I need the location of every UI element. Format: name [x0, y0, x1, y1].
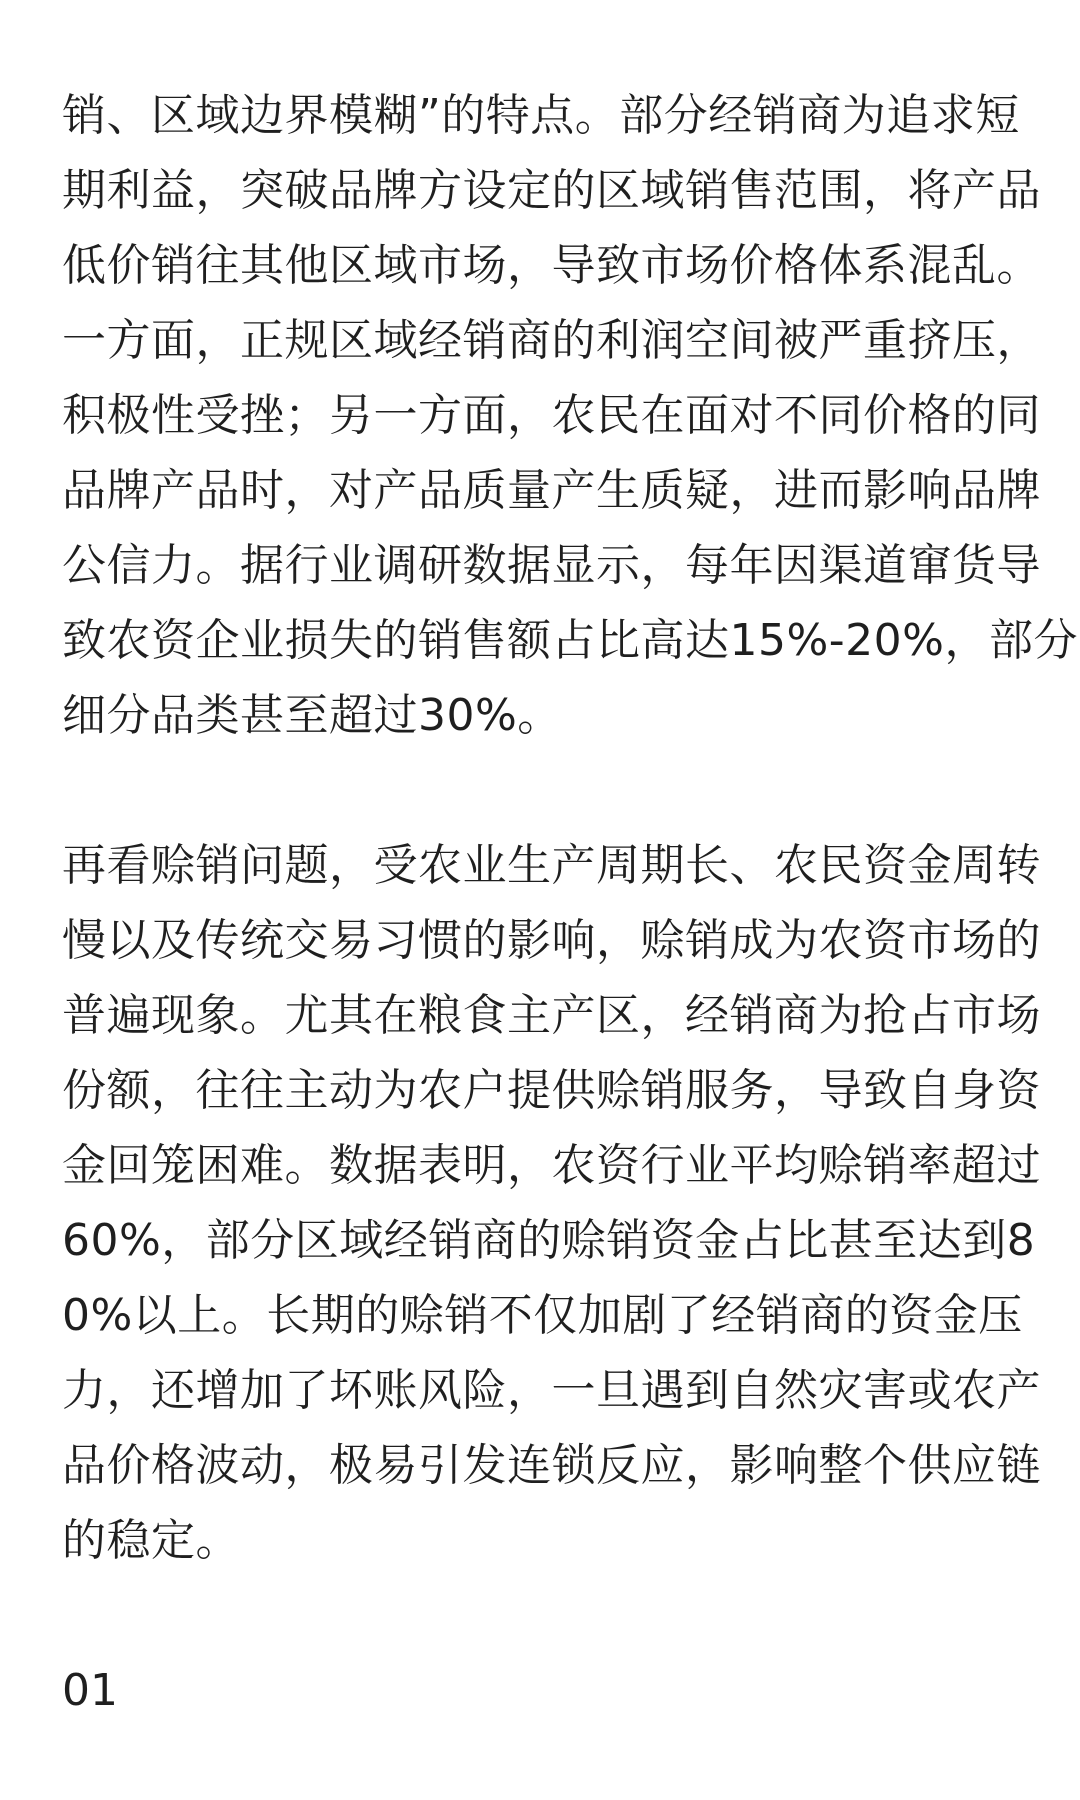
text-line: 0%以上。长期的赊销不仅加剧了经销商的资金压 [62, 1290, 1023, 1341]
text-line: 期利益，突破品牌方设定的区域销售范围，将产品 [62, 165, 1041, 216]
text-line: 份额，往往主动为农户提供赊销服务，导致自身资 [62, 1065, 1041, 1116]
text-line: 力，还增加了坏账风险，一旦遇到自然灾害或农产 [62, 1365, 1041, 1416]
text-line: 普遍现象。尤其在粮食主产区，经销商为抢占市场 [62, 990, 1041, 1041]
text-line: 品牌产品时，对产品质量产生质疑，进而影响品牌 [62, 465, 1041, 516]
text-line: 的稳定。 [62, 1515, 240, 1566]
paragraph-credit-sales [62, 828, 1041, 1578]
text-line: 金回笼困难。数据表明，农资行业平均赊销率超过 [62, 1140, 1041, 1191]
text-line: 再看赊销问题，受农业生产周期长、农民资金周转 [62, 840, 1041, 891]
article-body [62, 78, 1078, 1728]
text-line: 品价格波动，极易引发连锁反应，影响整个供应链 [62, 1440, 1041, 1491]
paragraph-channel-conflict [62, 78, 1078, 753]
section-number: 01 [62, 1665, 118, 1716]
text-line: 慢以及传统交易习惯的影响，赊销成为农资市场的 [62, 915, 1041, 966]
text-line: 致农资企业损失的销售额占比高达15%-20%，部分 [62, 615, 1078, 666]
text-line: 60%，部分区域经销商的赊销资金占比甚至达到8 [62, 1215, 1036, 1266]
text-line: 销、区域边界模糊”的特点。部分经销商为追求短 [62, 90, 1020, 141]
text-line: 低价销往其他区域市场，导致市场价格体系混乱。 [62, 240, 1041, 291]
text-line: 公信力。据行业调研数据显示，每年因渠道窜货导 [62, 540, 1041, 591]
text-line: 细分品类甚至超过30%。 [62, 690, 562, 741]
text-line: 一方面，正规区域经销商的利润空间被严重挤压， [62, 315, 1041, 366]
text-line: 积极性受挫；另一方面，农民在面对不同价格的同 [62, 390, 1041, 441]
